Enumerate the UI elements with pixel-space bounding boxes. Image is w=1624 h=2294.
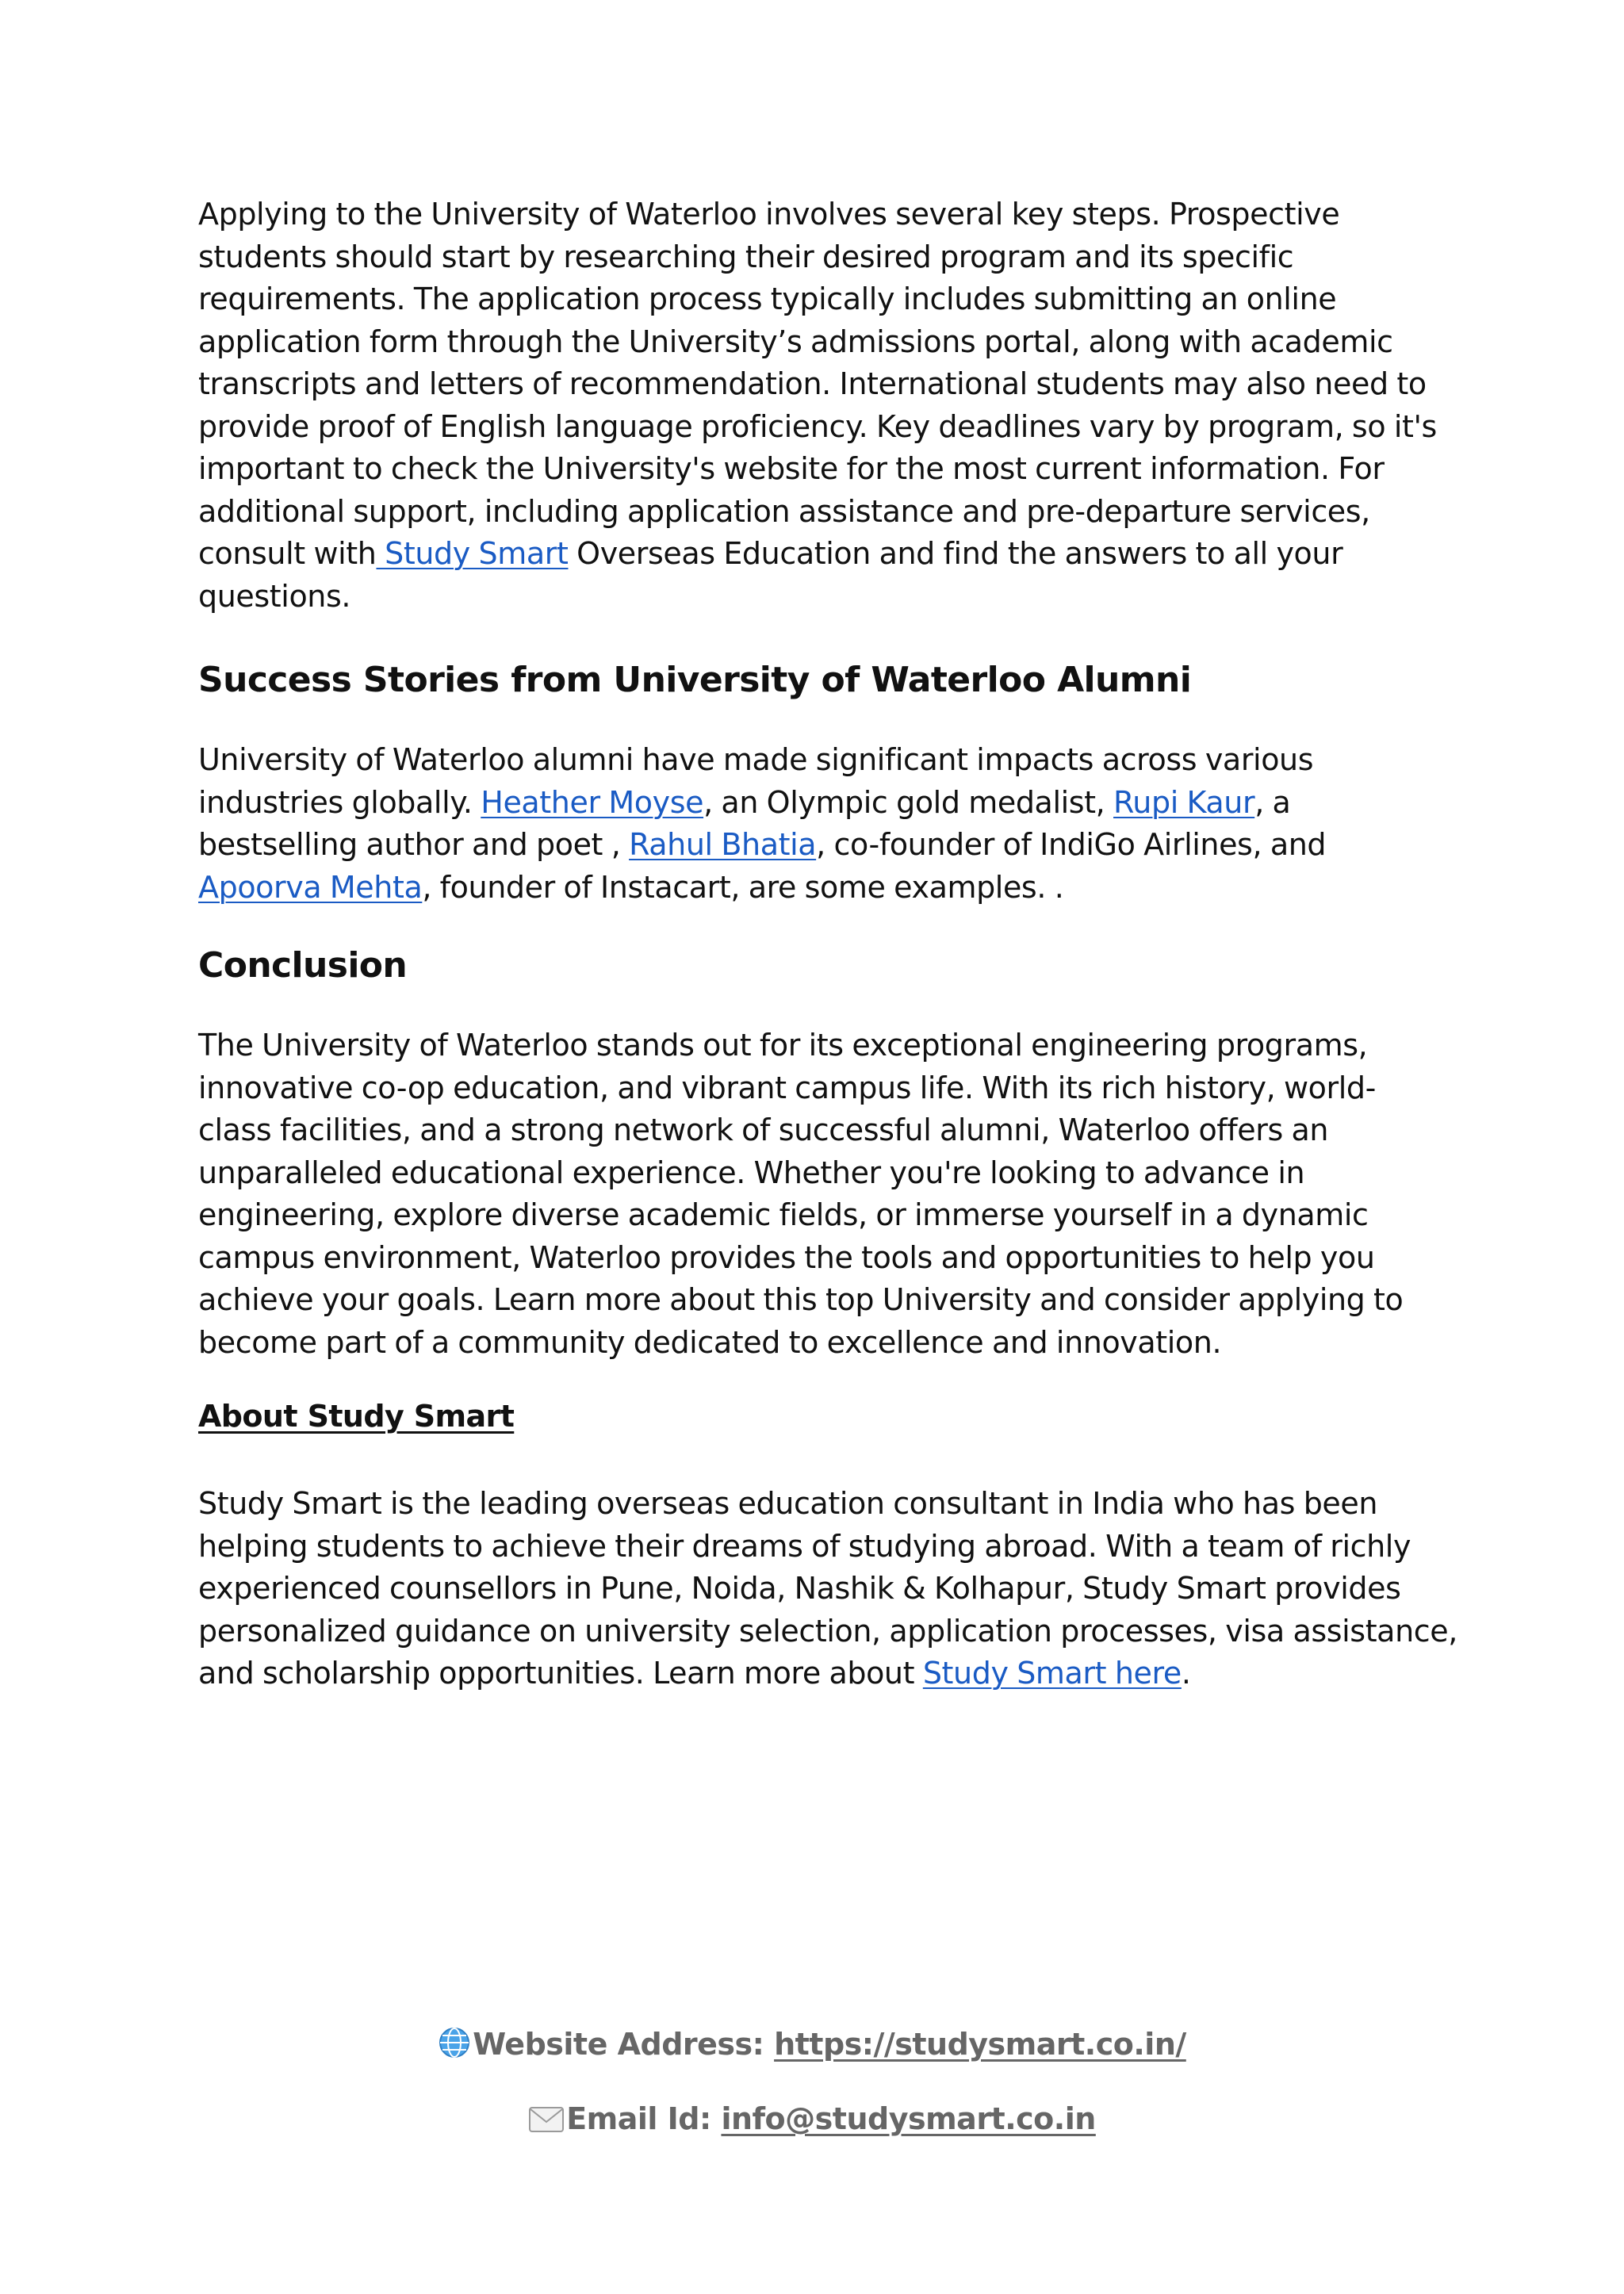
website-url-link[interactable]: https://studysmart.co.in/ [774,2027,1186,2062]
conclusion-paragraph: The University of Waterloo stands out for its exceptional engineering programs, innovative co-op education, and vibrant campus life. With its rich history, world-class facilities, and a strong network of successful alumni, Waterloo offers an unparalleled educational experience. Whether you're looking to advance in engineering, explore diverse academic fields, or immerse yourself in a dynamic campus environment, Waterloo provides the tools and opportunities to help you achieve your goals. Learn more about this top University and consider applying to become part of a community dedicated to excellence and innovation. [198,1028,1404,1360]
intro-paragraph [198,193,1443,618]
envelope-icon [528,2103,565,2144]
about-text-end: . [1181,1656,1191,1691]
rupi-kaur-link[interactable]: Rupi Kaur [1113,784,1255,820]
success-text-4: , co-founder of IndiGo Airlines, and [816,827,1327,862]
apoorva-mehta-link[interactable]: Apoorva Mehta [198,869,423,905]
about-study-smart-heading: About Study Smart [198,1399,515,1434]
success-text-1: University of Waterloo alumni have made significant impacts across various industries globally. [198,742,1314,820]
globe-icon [438,2026,471,2070]
heather-moyse-link[interactable]: Heather Moyse [481,784,704,820]
rahul-bhatia-link[interactable]: Rahul Bhatia [629,827,817,862]
intro-text-end: Overseas Education and find the answers to all your questions. [198,536,1343,614]
success-stories-heading: Success Stories from University of Waterloo Alumni [198,660,1192,700]
intro-text: Applying to the University of Waterloo involves several key steps. Prospective students should start by researching their desired program and its specific requirements. The application process typically includes submitting an online application form through the University’s admissions portal, along with academic transcripts and letters of recommendation. International students may also need to provide proof of English language proficiency. Key deadlines vary by program, so it's important to check the University's website for the most current information. For additional support, including application assistance and pre-departure services, consult with [198,197,1437,571]
success-text-3: , a bestselling author and poet , [198,784,1291,862]
email-address-link[interactable]: info@studysmart.co.in [721,2101,1096,2136]
email-label: Email Id: [566,2101,722,2136]
conclusion-heading: Conclusion [198,945,408,986]
website-label: Website Address: [473,2027,775,2062]
about-text: Study Smart is the leading overseas education consultant in India who has been helping students to achieve their dreams of studying abroad. With a team of richly experienced counsellors in Pune, Noida, Nashik & Kolhapur, Study Smart provides personalized guidance on university selection, application processes, visa assistance, and scholarship opportunities. Learn more about [198,1486,1457,1691]
success-text-2: , an Olympic gold medalist, [703,784,1114,820]
about-paragraph [198,1483,1459,1695]
footer-email-line [0,2098,1624,2144]
footer-website-line [0,2024,1624,2070]
success-stories-paragraph [198,739,1443,909]
success-text-5: , founder of Instacart, are some examples. . [422,869,1064,905]
study-smart-link[interactable]: Study Smart [376,536,569,571]
study-smart-here-link[interactable]: Study Smart here [922,1656,1182,1691]
